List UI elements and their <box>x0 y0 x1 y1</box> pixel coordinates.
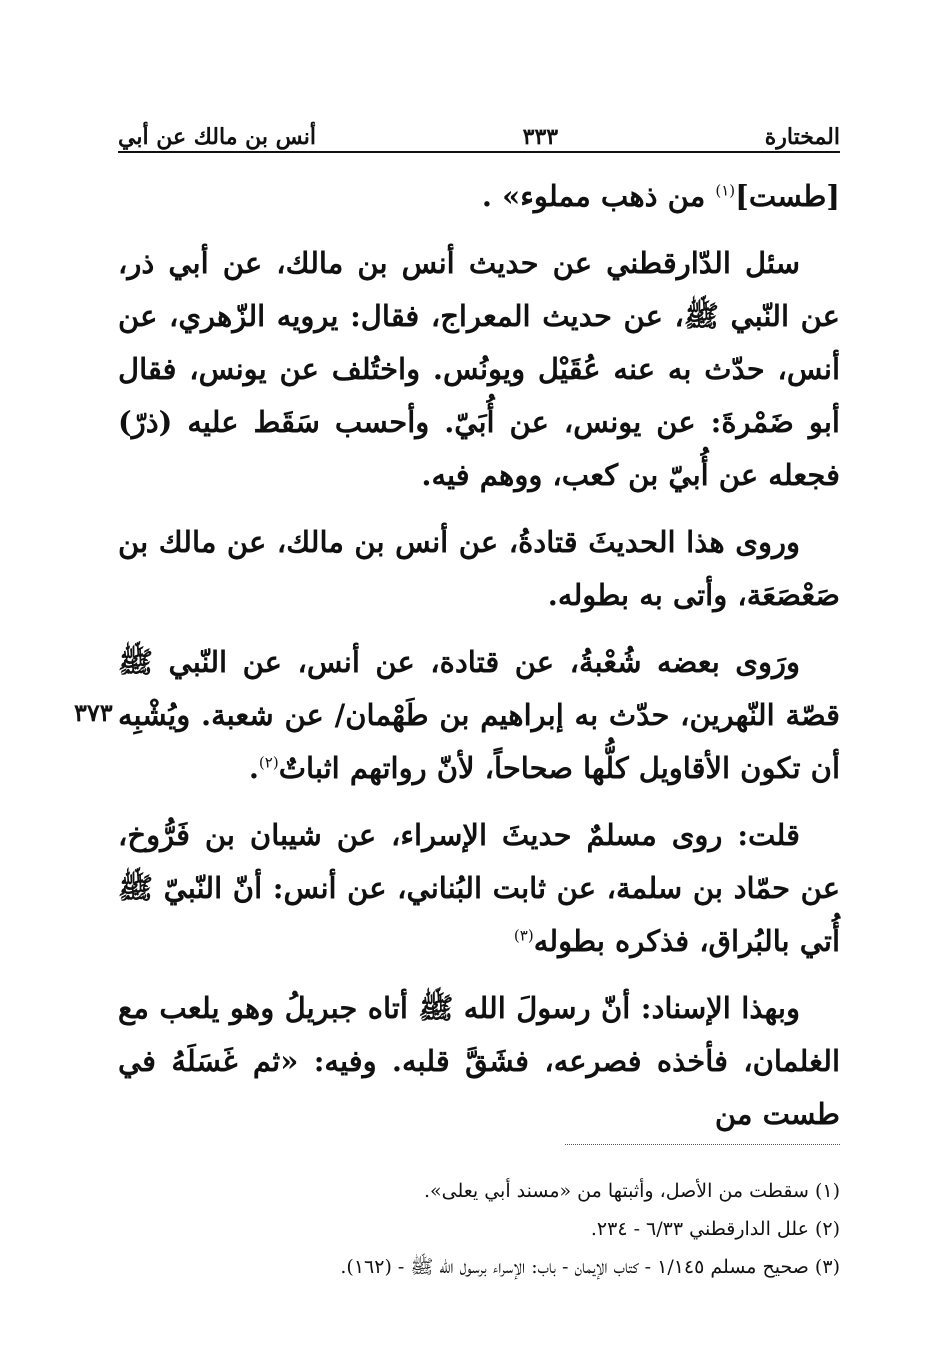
footnote-ref: (٢) <box>258 753 279 772</box>
paragraph <box>118 636 840 795</box>
footnote-divider <box>565 1144 840 1145</box>
header-divider <box>118 151 840 153</box>
main-text <box>118 170 840 1155</box>
paragraph-text: ورَوى بعضه شُعْبةُ، عن قتادة، عن أنس، عن النّبي ﷺ قصّة النّهرين، حدّث به إبراهيم بن طَهْمان/ عن شعبة. ويُشْبِه أن تكون الأقاويل كلُّها صحاحاً، لأنّ رواتهم اثباتٌ <box>118 645 840 785</box>
footnote: (١) سقطت من الأصل، وأثبتها من «مسند أبي يعلى». <box>423 1180 840 1202</box>
page-header <box>118 112 840 150</box>
book-title: المختارة <box>764 124 840 150</box>
paragraph-tail: من ذهب مملوء» . <box>481 179 716 213</box>
paragraph <box>118 170 840 223</box>
paragraph: سئل الدّارقطني عن حديث أنس بن مالك، عن أبي ذر، عن النّبي ﷺ، عن حديث المعراج، فقال: يرويه الزّهري، عن أنس، حدّث به عنه عُقَيْل ويونُس. واختُلف عن يونس، فقال أبو ضَمْرةَ: عن يونس، عن أُبَيّ. وأحسب سَقَط عليه (ذرّ) فجعله عن أُبيّ بن كعب، ووهم فيه. <box>118 246 840 492</box>
paragraph-text: [طست] <box>735 179 840 213</box>
footnote-ref: (٣) <box>513 926 534 945</box>
paragraph: وروى هذا الحديثَ قتادةُ، عن أنس بن مالك، عن مالك بن صَعْصَعَة، وأتى به بطوله. <box>118 525 840 612</box>
footnote-ref: (١) <box>715 181 736 200</box>
footnote: (٣) صحيح مسلم ١/١٤٥ - كتاب الإيمان - باب: الإسراء برسول الله ﷺ - (١٦٢). <box>340 1256 840 1278</box>
margin-page-ref: ٣٧٣ <box>74 698 113 727</box>
paragraph: وبهذا الإسناد: أنّ رسولَ الله ﷺ أتاه جبريلُ وهو يلعب مع الغلمان، فأخذه فصرعه، فشَقَّ قلبه. وفيه: «ثم غَسَلَهُ في طست من <box>118 991 840 1131</box>
paragraph-tail: . <box>248 751 259 785</box>
paragraph-text: قلت: روى مسلمٌ حديثَ الإسراء، عن شيبان بن فَرُّوخ، عن حمّاد بن سلمة، عن ثابت البُناني، عن أنس: أنّ النّبيّ ﷺ أُتي بالبُراق، فذكره بطوله <box>118 818 840 958</box>
page-number: ٣٣٣ <box>522 124 559 150</box>
chapter-title: أنس بن مالك عن أبي <box>118 124 316 150</box>
footnote: (٢) علل الدارقطني ٦/٣٣ - ٢٣٤. <box>590 1218 840 1240</box>
paragraph <box>118 809 840 968</box>
footnotes <box>118 1172 840 1286</box>
